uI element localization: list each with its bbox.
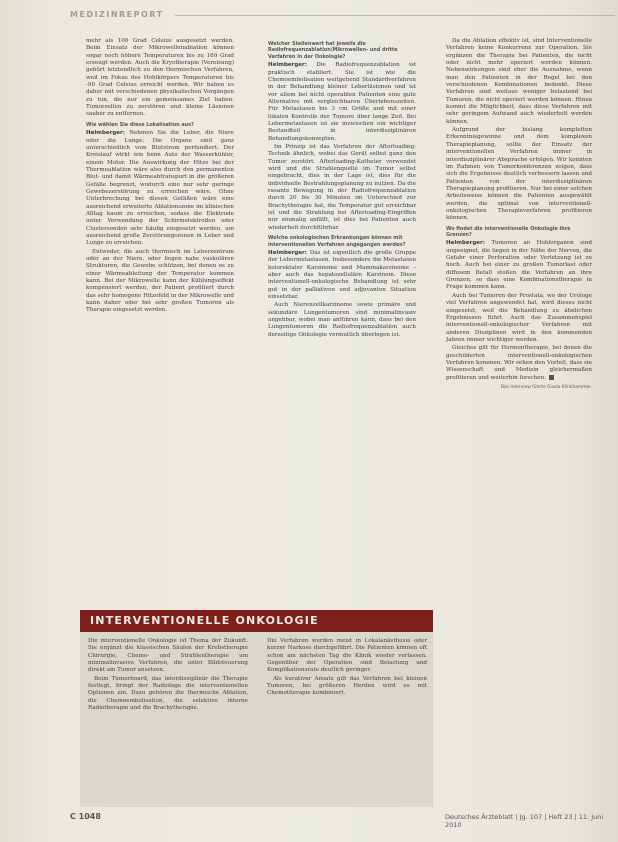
text-column-3 xyxy=(446,38,592,391)
info-box-column-2 xyxy=(267,638,427,699)
paragraph: Entweder, die auch thermisch im Leberzentrum oder an der Niere, oder liegen nahe vaskulären Strukturen, die Gewebe schützen, bei denen es zu einer Wärmeableitung der Temperatur kommen kann. Bei der Mikrowelle kann der Kühlungseffekt kompensiert werden, der Patient profitiert durch das sehr homogene Hitzefeld in der Mikrowelle und kann daher oder bei sehr großen Tumoren als Therapie eingesetzt werden. xyxy=(86,248,234,314)
paragraph-text: Gleiches gilt für Hormontherapie, bei denen die geschilderten interventionell-onkologischen Verfahren kommen. Wir sehen den Vorteil, dass sie Wissenschaft und Medizin gleichermaßen profitieren und weiterhin forschen. xyxy=(446,345,592,381)
paragraph: Im Prinzip ist das Verfahren der Afterloading-Technik ähnlich, wobei das Gerät selbst ganz den Tumor zerstört. Afterloading-Katheter verwendet wird und die Strahlenquelle im Tumor selbst eingebracht, dies in der Lage ist, dies für die individuelle Bestrahlungsplanung zu nutzen. Da die rasante Bewegung in der Radiofrequenzablation durch 20 bis 30 Minuten im Unterschied zur Brachytherapie hat, die Temperatur gut erreichbar ist und die Strahlung bei Afterloading-Eingriffen nur einmalig anfällt, ist dies bei Patienten auch wiederholt durchführbar. xyxy=(268,144,416,231)
speaker-name: Helmberger: xyxy=(268,62,307,69)
page-number: C 1048 xyxy=(70,812,101,821)
page-footer xyxy=(70,812,610,829)
text-column-1 xyxy=(86,38,234,316)
section-header: MEDIZINREPORT xyxy=(70,10,164,19)
speaker-name: Helmberger: xyxy=(268,249,307,256)
paragraph: Aufgrund der bislang kompletten Erkenntnisgewinne und dem komplexen Therapieplanung, sollte der Einsatz der interventionellen Verfahren immer in interdisziplinärer Absprache erfolgen. Wir konnten im Rahmen von Tumorkonferenzen zeigen, dass sich die Ergebnisse deutlich verbessern lassen und Patienten von der interdisziplinären Therapieplanung profitieren. Nur bei einer solchen Arbeitsweise können die Patienten ausgewählt werden, die optimal von interventionell-onkologischen Therapieverfahren profitieren können. xyxy=(446,127,592,222)
info-box-column-1 xyxy=(88,638,248,713)
interview-question: Welche onkologischen Erkrankungen können mit interventionellen Verfahren angegangen werden? xyxy=(268,235,406,248)
interview-credit: Das Interview führte Gisela Klinkhammer. xyxy=(500,384,592,390)
speaker-name: Helmberger: xyxy=(446,240,485,247)
paragraph: Die interventionelle Onkologie ist Thema der Zukunft. Sie ergänzt die klassischen Säulen der Krebstherapie Chirurgie, Chemo- und Strahlentherapie um minimalinvasive Verfahren, die unter Bildsteuerung direkt am Tumor ansetzen. xyxy=(88,638,248,674)
journal-citation: Deutsches Ärzteblatt | Jg. 107 | Heft 23 | 11. Juni 2010 xyxy=(445,813,604,829)
paragraph: Die Verfahren werden meist in Lokalanästhesie oder kurzer Narkose durchgeführt. Die Patienten können oft schon am nächsten Tag die Klinik wieder verlassen. Gegenüber der Operation sind Belastung und Komplikationsrate deutlich geringer. xyxy=(267,638,427,674)
paragraph: Auch Nierenzellkarzinome sowie primäre und sekundäre Lungentumoren sind minimalinvasiv angehbar, wobei man anführen kann, dass bei den Lungentumoren die Radiofrequenzablation auch derzeitige Onkologie vermutlich überlegen ist. xyxy=(268,302,416,338)
text-column-2 xyxy=(268,38,416,340)
answer-text: Tumoren an Hohlorganen sind ungeeignet, die liegen in der Nähe der Nerven, die Gefahr einer Perforation oder Verletzung ist zu hoch. Auch bei einer zu großen Tumorlast oder diffusem Befall stoßen die Verfahren an ihre Grenzen, so dass eine Kombinationstherapie in Frage kommen kann. xyxy=(446,240,592,291)
paragraph xyxy=(446,345,592,382)
answer-text: Das ist eigentlich die große Gruppe der Lebermetastasen. Insbesondere die Metastasen kolorektaler Karzinome und Mammakarzinome – aber auch das hepatozelluläre Karzinom. Diese interventionell-onkologische Behandlung ist sehr gut in der palliativen und adjuvanten Situation einsetzbar. xyxy=(268,249,416,300)
header-rule xyxy=(175,15,615,16)
paragraph: Als kurativer Ansatz gilt das Verfahren bei kleinen Tumoren, bei größeren Herden wird es mit Chemotherapie kombiniert. xyxy=(267,675,427,697)
interview-answer xyxy=(268,62,416,143)
interview-question: Welcher Stellenwert hat jeweils die Radiofrequenzablation/Mikrowellen- und dritte Verfahren in der Onkologie? xyxy=(268,41,398,60)
paragraph: Auch bei Tumoren der Prostata, wo der Urologe viel Verfahren angewendet hat, wird dieses nicht eingesetzt, weil die Behandlung zu ähnlichen Ergebnissen führt. Auch das Zusammenspiel interventionell-onkologischer Verfahren mit anderen Disziplinen wird in den kommenden Jahren immer wichtiger werden. xyxy=(446,292,592,343)
speaker-name: Helmberger: xyxy=(86,130,125,137)
interview-answer xyxy=(446,240,592,291)
interview-question: Wie wählen Sie diese Lokalisation aus? xyxy=(86,121,194,128)
paragraph: Beim Tumorboard, das interdisziplinär die Therapie festlegt, bringt der Radiologe die interventionellen Optionen ein. Dazu gehören die thermische Ablation, die Chemoembolisation, die selektive interne Radiotherapie und die Brachytherapie. xyxy=(88,675,248,712)
paragraph: Da die Ablation effektiv ist, sind Interventionelle Verfahren keine Konkurrenz zur Operation. Sie ergänzen die Therapie bei Patienten, die nicht oder nicht mehr operiert werden können. Nebenwirkungen sind eher die Ausnahme, wenn man den Patienten in der Regel bei den verschiedenen Kombinationen bedenkt. Diese Verfahren sind weitaus weniger belastend bei Tumoren, die nicht operiert werden können. Hinzu kommt die Möglichkeit, dass diese Verfahren mit sehr geringem Aufwand auch wiederholt werden können. xyxy=(446,38,592,125)
interview-question: Wo findet die interventionelle Onkologie ihre Grenzen? xyxy=(446,225,571,238)
interview-answer xyxy=(268,250,416,301)
paragraph: mehr als 100 Grad Celsius ausgesetzt werden. Beim Einsatz der Mikrowellenablation können sogar noch höhere Temperaturen bis zu 160 Grad erzeugt werden. Auch die Kryotherapie (Vereisung) gehört letztendlich zu den thermischen Verfahren, weil im Fokus des Hohlkörpers Temperaturen bis -90 Grad Celsius erreicht werden. Wir haben es daher mit verschiedenen physikalischen Vorgängen zu tun, die nur ein gemeinsames Ziel haben: Tumorzellen zu zerstören und kleine Läsionen sauber zu entfernen. xyxy=(86,38,234,118)
answer-text: Nehmen Sie die Leber, die Niere oder die Lunge: Die Organe sind ganz unterschiedlich vom Blutstrom perfundiert. Der Kreislauf wirkt wie beim Auto der Wasserkühler, einem Motor. Die Auswirkung der Hitze bei der Thermoablation wäre also durch den permanenten Blut- und damit Wärmeabtransport in die größeren Gefäße begrenzt, wodurch eine nur sehr geringe Gewebezerstörung zu erreichen wäre. Ohne Unterbrechung bei diesen Gefäßen wäre eine ausreichend erweiterte Ablationszone im klinischen Alltag kaum zu erreichen, sodass die Elektrode unter Verwendung der Schirmelektroden oder Clustersonden sehr häufig eingesetzt werden, um ausreichend große Zerstörungszonen in Leber und Lunge zu erreichen. xyxy=(86,130,234,247)
box-title: INTERVENTIONELLE ONKOLOGIE xyxy=(80,610,433,632)
info-box xyxy=(80,632,433,807)
answer-text: Die Radiofrequenzablation ist praktisch etabliert. Sie ist wie die Chemoembolisation weitgehend Standardverfahren in der Behandlung kleiner Leberläsionen und ist vor allem bei nicht operablen Patienten eine gute Alternative mit vergleichbaren Überlebenszeiten. Für Metastasen bis 3 cm Größe und mit einer lokalen Kontrolle der Tumore über lange Zeit. Bei Lebermetastasen ist sie inzwischen ein wichtiger Bestandteil in interdisziplinären Behandlungskonzepten. xyxy=(268,62,416,142)
end-of-article-mark xyxy=(549,375,554,380)
interview-answer xyxy=(86,130,234,248)
